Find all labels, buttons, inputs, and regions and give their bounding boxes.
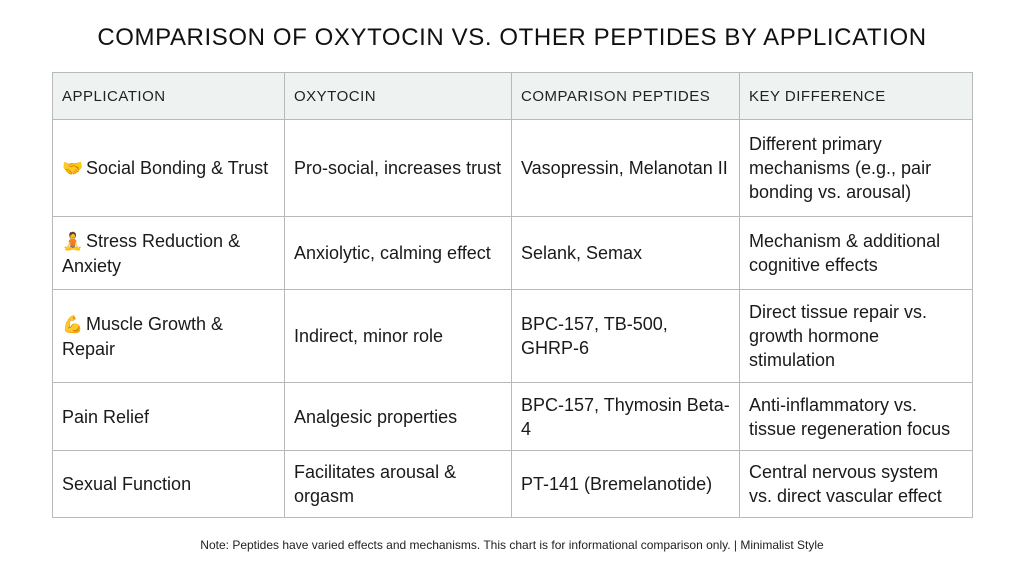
flexed-biceps-icon: 💪 (62, 314, 84, 334)
footnote: Note: Peptides have varied effects and mechanisms. This chart is for informational comparison only. | Minimalist Style (200, 538, 824, 552)
comparison-peptides-cell: BPC-157, TB-500, GHRP-6 (512, 290, 740, 383)
comparison-peptides-cell: Vasopressin, Melanotan II (512, 120, 740, 217)
table-row (53, 290, 973, 383)
application-label: Pain Relief (62, 406, 150, 427)
table-header-row (53, 73, 973, 120)
column-header-comparison-peptides: COMPARISON PEPTIDES (512, 73, 740, 120)
application-cell (53, 451, 285, 518)
key-difference-cell: Anti-inflammatory vs. tissue regeneration focus (740, 383, 973, 451)
application-label: Social Bonding & Trust (86, 157, 269, 178)
application-label: Stress Reduction & Anxiety (62, 230, 241, 276)
column-header-key-difference: KEY DIFFERENCE (740, 73, 973, 120)
comparison-peptides-cell: Selank, Semax (512, 217, 740, 290)
application-cell (53, 217, 285, 290)
table-row (53, 120, 973, 217)
key-difference-cell: Different primary mechanisms (e.g., pair bonding vs. arousal) (740, 120, 973, 217)
comparison-peptides-cell: PT-141 (Bremelanotide) (512, 451, 740, 518)
application-cell (53, 120, 285, 217)
comparison-table (52, 72, 973, 518)
table-row (53, 217, 973, 290)
column-header-oxytocin: OXYTOCIN (285, 73, 512, 120)
meditation-icon: 🧘 (62, 231, 84, 251)
oxytocin-cell: Pro-social, increases trust (285, 120, 512, 217)
key-difference-cell: Central nervous system vs. direct vascular effect (740, 451, 973, 518)
table-row (53, 451, 973, 518)
key-difference-cell: Mechanism & additional cognitive effects (740, 217, 973, 290)
application-label: Muscle Growth & Repair (62, 313, 224, 359)
application-cell (53, 290, 285, 383)
oxytocin-cell: Analgesic properties (285, 383, 512, 451)
comparison-peptides-cell: BPC-157, Thymosin Beta-4 (512, 383, 740, 451)
oxytocin-cell: Indirect, minor role (285, 290, 512, 383)
oxytocin-cell: Facilitates arousal & orgasm (285, 451, 512, 518)
page-title: COMPARISON OF OXYTOCIN VS. OTHER PEPTIDES BY APPLICATION (97, 24, 927, 51)
handshake-icon: 🤝 (62, 158, 84, 178)
column-header-application: APPLICATION (53, 73, 285, 120)
key-difference-cell: Direct tissue repair vs. growth hormone stimulation (740, 290, 973, 383)
table-row (53, 383, 973, 451)
oxytocin-cell: Anxiolytic, calming effect (285, 217, 512, 290)
application-label: Sexual Function (62, 474, 192, 494)
application-cell (53, 383, 285, 451)
